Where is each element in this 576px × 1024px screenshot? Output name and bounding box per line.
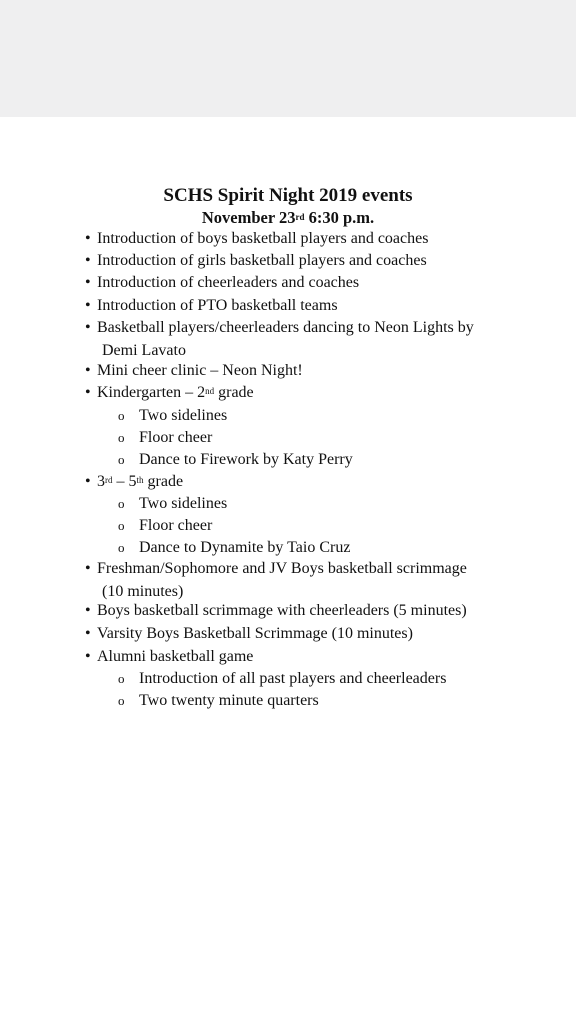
circle-bullet-icon: o bbox=[118, 452, 125, 467]
list-item: Alumni basketball game bbox=[97, 648, 254, 665]
sub-list-item: Two twenty minute quarters bbox=[139, 692, 319, 709]
date-prefix: November 23 bbox=[201, 208, 296, 227]
list-item: Varsity Boys Basketball Scrimmage (10 minutes) bbox=[97, 625, 413, 642]
list-item: Boys basketball scrimmage with cheerleaders (5 minutes) bbox=[97, 602, 467, 619]
ordinal-suffix: th bbox=[136, 475, 144, 485]
bullet-icon: • bbox=[85, 362, 91, 379]
grade-word: grade bbox=[214, 384, 254, 401]
sub-list-item: Floor cheer bbox=[139, 517, 213, 534]
list-item bbox=[97, 383, 254, 402]
circle-bullet-icon: o bbox=[118, 693, 125, 708]
sub-list-item: Dance to Dynamite by Taio Cruz bbox=[139, 539, 351, 556]
bullet-icon: • bbox=[85, 297, 91, 314]
circle-bullet-icon: o bbox=[118, 496, 125, 511]
document-title: SCHS Spirit Night 2019 events bbox=[163, 185, 413, 206]
list-item: Mini cheer clinic – Neon Night! bbox=[97, 362, 303, 379]
date-rest: 6:30 p.m. bbox=[304, 208, 375, 227]
bullet-icon: • bbox=[85, 625, 91, 642]
bullet-icon: • bbox=[85, 384, 91, 401]
sub-list-item: Floor cheer bbox=[139, 429, 213, 446]
bullet-icon: • bbox=[85, 274, 91, 291]
ordinal-suffix: rd bbox=[105, 475, 113, 485]
date-ordinal: rd bbox=[295, 212, 305, 222]
bullet-icon: • bbox=[85, 252, 91, 269]
circle-bullet-icon: o bbox=[118, 430, 125, 445]
list-item: Introduction of cheerleaders and coaches bbox=[97, 274, 360, 291]
top-gray-bar bbox=[0, 0, 576, 117]
document-page bbox=[0, 117, 576, 1024]
list-item: Introduction of PTO basketball teams bbox=[97, 297, 338, 314]
circle-bullet-icon: o bbox=[118, 540, 125, 555]
sub-list-item: Two sidelines bbox=[139, 407, 228, 424]
ordinal-suffix: nd bbox=[205, 386, 215, 396]
sub-list-item: Dance to Firework by Katy Perry bbox=[139, 451, 353, 468]
bullet-icon: • bbox=[85, 319, 91, 336]
bullet-icon: • bbox=[85, 473, 91, 490]
grade-range: – 5 bbox=[112, 473, 137, 490]
list-item: Introduction of boys basketball players and coaches bbox=[97, 230, 429, 247]
event-date bbox=[0, 208, 576, 228]
circle-bullet-icon: o bbox=[118, 408, 125, 423]
circle-bullet-icon: o bbox=[118, 518, 125, 533]
list-item-continuation: (10 minutes) bbox=[102, 583, 184, 600]
grade-word: grade bbox=[143, 473, 184, 490]
bullet-icon: • bbox=[85, 602, 91, 619]
bullet-icon: • bbox=[85, 648, 91, 665]
list-item-continuation: Demi Lavato bbox=[102, 342, 186, 359]
bullet-icon: • bbox=[85, 230, 91, 247]
list-item: Freshman/Sophomore and JV Boys basketball scrimmage bbox=[97, 560, 467, 577]
list-item bbox=[97, 472, 183, 491]
circle-bullet-icon: o bbox=[118, 671, 125, 686]
sub-list-item: Two sidelines bbox=[139, 495, 228, 512]
bullet-icon: • bbox=[85, 560, 91, 577]
sub-list-item: Introduction of all past players and cheerleaders bbox=[139, 670, 447, 687]
list-item: Basketball players/cheerleaders dancing to Neon Lights by bbox=[97, 319, 474, 336]
grade-label: Kindergarten – 2 bbox=[97, 384, 206, 401]
list-item: Introduction of girls basketball players and coaches bbox=[97, 252, 427, 269]
grade-number: 3 bbox=[97, 473, 105, 490]
